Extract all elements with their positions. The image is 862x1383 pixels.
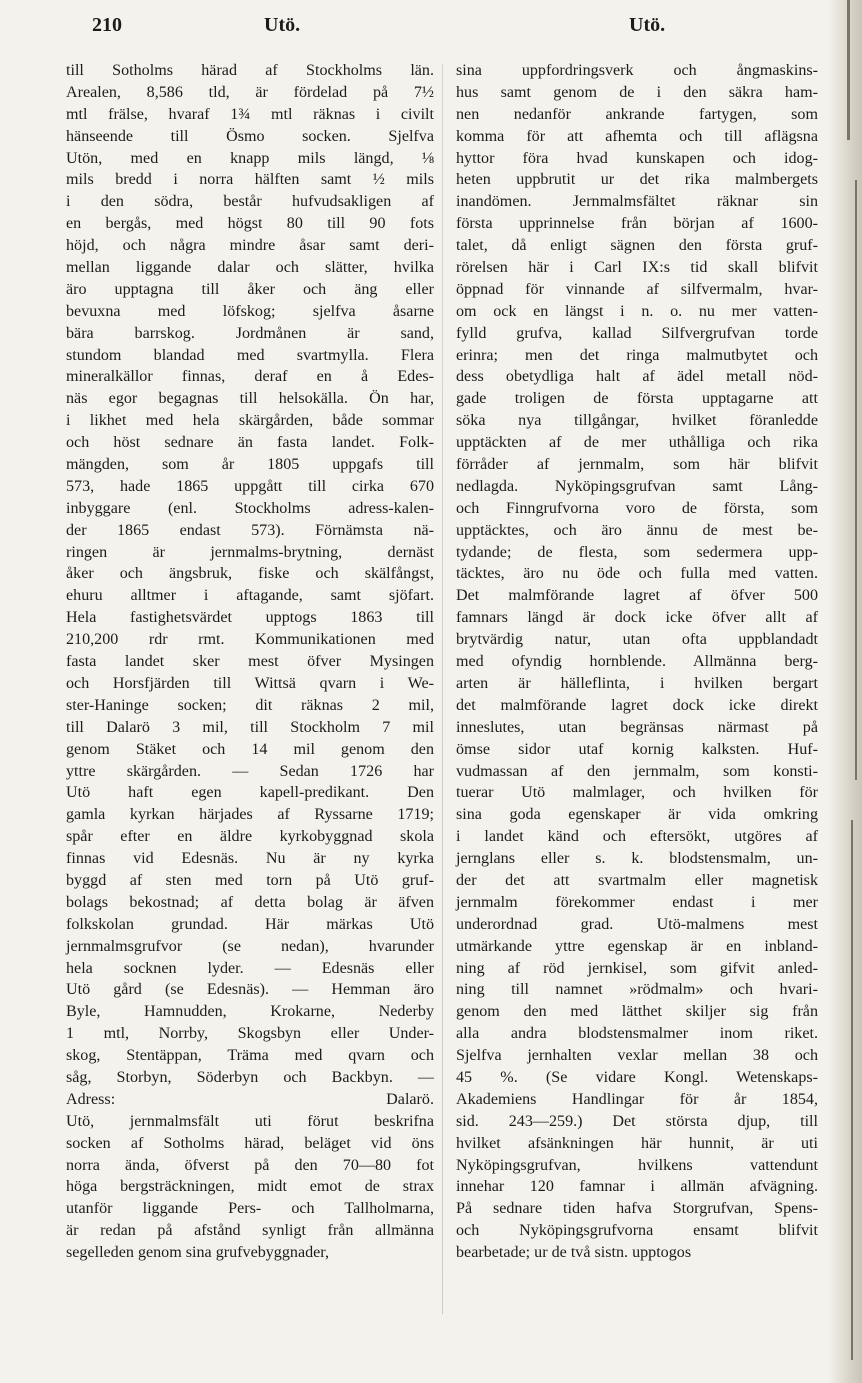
text-line: der 1865 endast 573). Förnämsta nä- <box>66 521 434 539</box>
left-column <box>66 60 434 1264</box>
text-line: till Sotholms härad af Stockholms län. <box>66 62 434 79</box>
text-line: utanför liggande Pers- och Tallholmarna, <box>66 1200 434 1218</box>
text-line: finnas vid Edesnäs. Nu är ny kyrka <box>66 850 434 868</box>
text-line: mängden, som år 1805 uppgafs till <box>66 456 434 474</box>
text-line: mineralkällor finnas, deraf en å Edes- <box>66 368 434 386</box>
text-line: byggd af sten med torn på Utö gruf- <box>66 871 434 889</box>
text-line: yttre skärgården. — Sedan 1726 har <box>66 762 434 780</box>
text-line: det malmförande lagret dock icke direkt <box>456 696 818 714</box>
text-line: socken af Sotholms härad, beläget vid öns <box>66 1134 434 1152</box>
text-line: arten är hälleflinta, i hvilken bergart <box>456 674 818 692</box>
text-line: en bergås, med högst 80 till 90 fots <box>66 215 434 233</box>
text-line: dess obetydliga halt af ädel metall nöd- <box>456 368 818 386</box>
text-line: hus samt genom de i den säkra ham- <box>456 83 818 101</box>
text-line: sid. 243—259.) Det största djup, till <box>456 1112 818 1130</box>
text-line: utmärkande yttre egenskap är en inbland- <box>456 937 818 955</box>
text-line: bearbetade; ur de två sistn. upptogos <box>456 1244 692 1262</box>
text-line: Akademiens Handlingar för år 1854, <box>456 1090 818 1108</box>
text-line: hela socknen lyder. — Edesnäs eller <box>66 959 434 977</box>
text-line: bolags bekostnad; af detta bolag är äfven <box>66 893 434 911</box>
text-line: tuerar Utö malmlager, och hvilken för <box>456 784 818 802</box>
text-line: alla andra blodstensmalmer inom riket. <box>456 1025 818 1043</box>
text-line: och Horsfjärden till Wittsä qvarn i We- <box>66 674 434 692</box>
text-line: upptäcktes, och äro ännu de mest be- <box>456 521 818 539</box>
binding-mark <box>855 180 857 780</box>
text-line: Utö haft egen kapell-predikant. Den <box>66 784 434 802</box>
text-line: ehuru alltmer i aftagande, samt sjöfart. <box>66 587 434 605</box>
text-line: ning af röd jernkisel, som gifvit anled- <box>456 959 818 977</box>
text-line: stundom blandad med svartmylla. Flera <box>66 346 434 364</box>
text-line: sina uppfordringsverk och ångmaskins- <box>456 62 818 79</box>
text-line: 573, hade 1865 uppgått till cirka 670 <box>66 477 434 495</box>
text-line: ning till namnet »rödmalm» och hvari- <box>456 981 818 999</box>
text-line: genom Stäket och 14 mil genom den <box>66 740 434 758</box>
text-line: underordnad grad. Utö-malmens mest <box>456 915 818 933</box>
text-line: och Nyköpingsgrufvorna ensamt blifvit <box>456 1222 818 1240</box>
text-line: i den södra, består hufvudsakligen af <box>66 193 434 211</box>
text-line: åker och ängsbruk, fiske och skälfångst, <box>66 565 434 583</box>
text-line: 45 %. (Se vidare Kongl. Wetenskaps- <box>456 1068 818 1086</box>
text-line: med ofyndig hornblende. Allmänna berg- <box>456 653 818 671</box>
text-line: der det att svartmalm eller magnetisk <box>456 871 818 889</box>
text-line: brytvärdig natur, utan ofta uppblandadt <box>456 631 818 649</box>
text-line: vudmassan af den jernmalm, som konsti- <box>456 762 818 780</box>
text-line: folkskolan grundad. Här märkas Utö <box>66 915 434 933</box>
text-line: gade troligen de första upptagarne att <box>456 390 818 408</box>
text-line: förråder af jernmalm, som här blifvit <box>456 456 818 474</box>
text-line: nedlagda. Nyköpingsgrufvan samt Lång- <box>456 477 818 495</box>
text-line: såg, Storbyn, Söderbyn och Backbyn. — <box>66 1068 434 1086</box>
text-line: hyttor föra hvad kunskapen och idog- <box>456 149 818 167</box>
text-line: inbyggare (enl. Stockholms adress-kalen- <box>66 499 434 517</box>
text-line: Sjelfva jernhalten vexlar mellan 38 och <box>456 1047 818 1065</box>
text-line: mtl frälse, hvaraf 1¾ mtl räknas i civilt <box>66 105 434 123</box>
text-line: jernmalmsgrufvor (se nedan), hvarunder <box>66 937 434 955</box>
text-line: i landet känd och eftersökt, utgöres af <box>456 828 818 846</box>
running-head-left: Utö. <box>264 14 301 36</box>
text-line: ringen är jernmalms-brytning, dernäst <box>66 543 434 561</box>
text-line: fylld grufva, kallad Silfvergrufvan torde <box>456 324 818 342</box>
right-column <box>456 60 818 1264</box>
text-line: rörelsen här i Carl IX:s tid skall blifvit <box>456 259 818 277</box>
text-line: gamla kyrkan härjades af Ryssarne 1719; <box>66 806 434 824</box>
text-line: ster-Haninge socken; dit räknas 2 mil, <box>66 696 434 714</box>
text-line: spår efter en äldre kyrkobyggnad skola <box>66 828 434 846</box>
text-line: 210,200 rdr rmt. Kommunikationen med <box>66 631 434 649</box>
text-line: fasta landet sker mest öfver Mysingen <box>66 653 434 671</box>
text-line: heten uppbrutit ur det rika malmbergets <box>456 171 818 189</box>
text-line: jernmalm förekommer endast i mer <box>456 893 818 911</box>
text-line: ömse sidor utaf kornig kalksten. Huf- <box>456 740 818 758</box>
text-line: inandömen. Jernmalmsfältet räknar sin <box>456 193 818 211</box>
text-line: äro upptagna till åker och äng eller <box>66 280 434 298</box>
column-divider <box>442 64 443 1314</box>
text-line: innehar 120 famnar i allmän afvägning. <box>456 1178 818 1196</box>
text-line: Arealen, 8,586 tld, är fördelad på 7½ <box>66 83 434 101</box>
text-line: till Dalarö 3 mil, till Stockholm 7 mil <box>66 718 434 736</box>
text-line: Utö, jernmalmsfält uti förut beskrifna <box>66 1112 434 1130</box>
text-line: täcktes, äro nu öde och fulla med vatten. <box>456 565 818 583</box>
text-line: Nyköpingsgrufvan, hvilkens vattendunt <box>456 1156 818 1174</box>
text-line: segelleden genom sina grufvebyggnader, <box>66 1244 330 1262</box>
text-line: söka nya tillgångar, hvilket föranledde <box>456 412 818 430</box>
text-line: näs egor begagnas till helsokälla. Ön har, <box>66 390 434 408</box>
text-line: höjd, och några mindre åsar samt deri- <box>66 237 434 255</box>
text-line: Utön, med en knapp mils längd, ⅛ <box>66 149 434 167</box>
binding-mark <box>851 820 853 1360</box>
text-line: erinra; men det ringa malmutbytet och <box>456 346 818 364</box>
text-line: Byle, Hamnudden, Krokarne, Nederby <box>66 1003 434 1021</box>
text-line: komma för att afhemta och till aflägsna <box>456 127 818 145</box>
text-line: höga bergsträckningen, midt emot de strax <box>66 1178 434 1196</box>
text-line: och höst sednare än fasta landet. Folk- <box>66 434 434 452</box>
text-line: nen nedanför ankrande fartygen, som <box>456 105 818 123</box>
text-line: i likhet med hela skärgården, både sommar <box>66 412 434 430</box>
text-line: sina goda egenskaper är vida omkring <box>456 806 818 824</box>
text-line: Utö gård (se Edesnäs). — Hemman äro <box>66 981 434 999</box>
running-head-right: Utö. <box>629 14 666 36</box>
text-line: famnars längd är dock icke öfver allt af <box>456 609 818 627</box>
text-line: norra ända, öfverst på den 70—80 fot <box>66 1156 434 1174</box>
text-line: öppnad för vinnande af silfvermalm, hvar- <box>456 280 818 298</box>
text-line: talet, då enligt sägnen den första gruf- <box>456 237 818 255</box>
text-line: tydande; de flesta, som sedermera upp- <box>456 543 818 561</box>
text-line: Det malmförande lagret af öfver 500 <box>456 587 818 605</box>
text-line: om ock en längst i n. o. nu mer vatten- <box>456 302 818 320</box>
text-line: Adress: Dalarö. <box>66 1090 434 1108</box>
text-line: är redan på afstånd synligt från allmänna <box>66 1222 434 1240</box>
text-line: bevuxna med löfskog; sjelfva åsarne <box>66 302 434 320</box>
text-line: inneslutes, utan begränsas närmast på <box>456 718 818 736</box>
page-header <box>0 14 862 44</box>
text-line: och Finngrufvorna voro de första, som <box>456 499 818 517</box>
text-line: första upprinnelse från början af 1600- <box>456 215 818 233</box>
text-line: 1 mtl, Norrby, Skogsbyn eller Under- <box>66 1025 434 1043</box>
text-line: hänseende till Ösmo socken. Sjelfva <box>66 127 434 145</box>
page-number: 210 <box>92 14 122 36</box>
text-line: mellan liggande dalar och slätter, hvilka <box>66 259 434 277</box>
text-line: upptäckten af de mer uthålliga och rika <box>456 434 818 452</box>
text-line: Hela fastighetsvärdet upptogs 1863 till <box>66 609 434 627</box>
text-line: bära barrskog. Jordmånen är sand, <box>66 324 434 342</box>
binding-mark <box>847 0 850 140</box>
text-line: genom den med lätthet skiljer sig från <box>456 1003 818 1021</box>
text-line: jernglans eller s. k. blodstensmalm, un- <box>456 850 818 868</box>
text-line: hvilket afsänkningen här hunnit, är uti <box>456 1134 818 1152</box>
text-line: På sednare tiden hafva Storgrufvan, Spens- <box>456 1200 818 1218</box>
text-line: mils bredd i norra hälften samt ½ mils <box>66 171 434 189</box>
text-line: skog, Stentäppan, Träma med qvarn och <box>66 1047 434 1065</box>
